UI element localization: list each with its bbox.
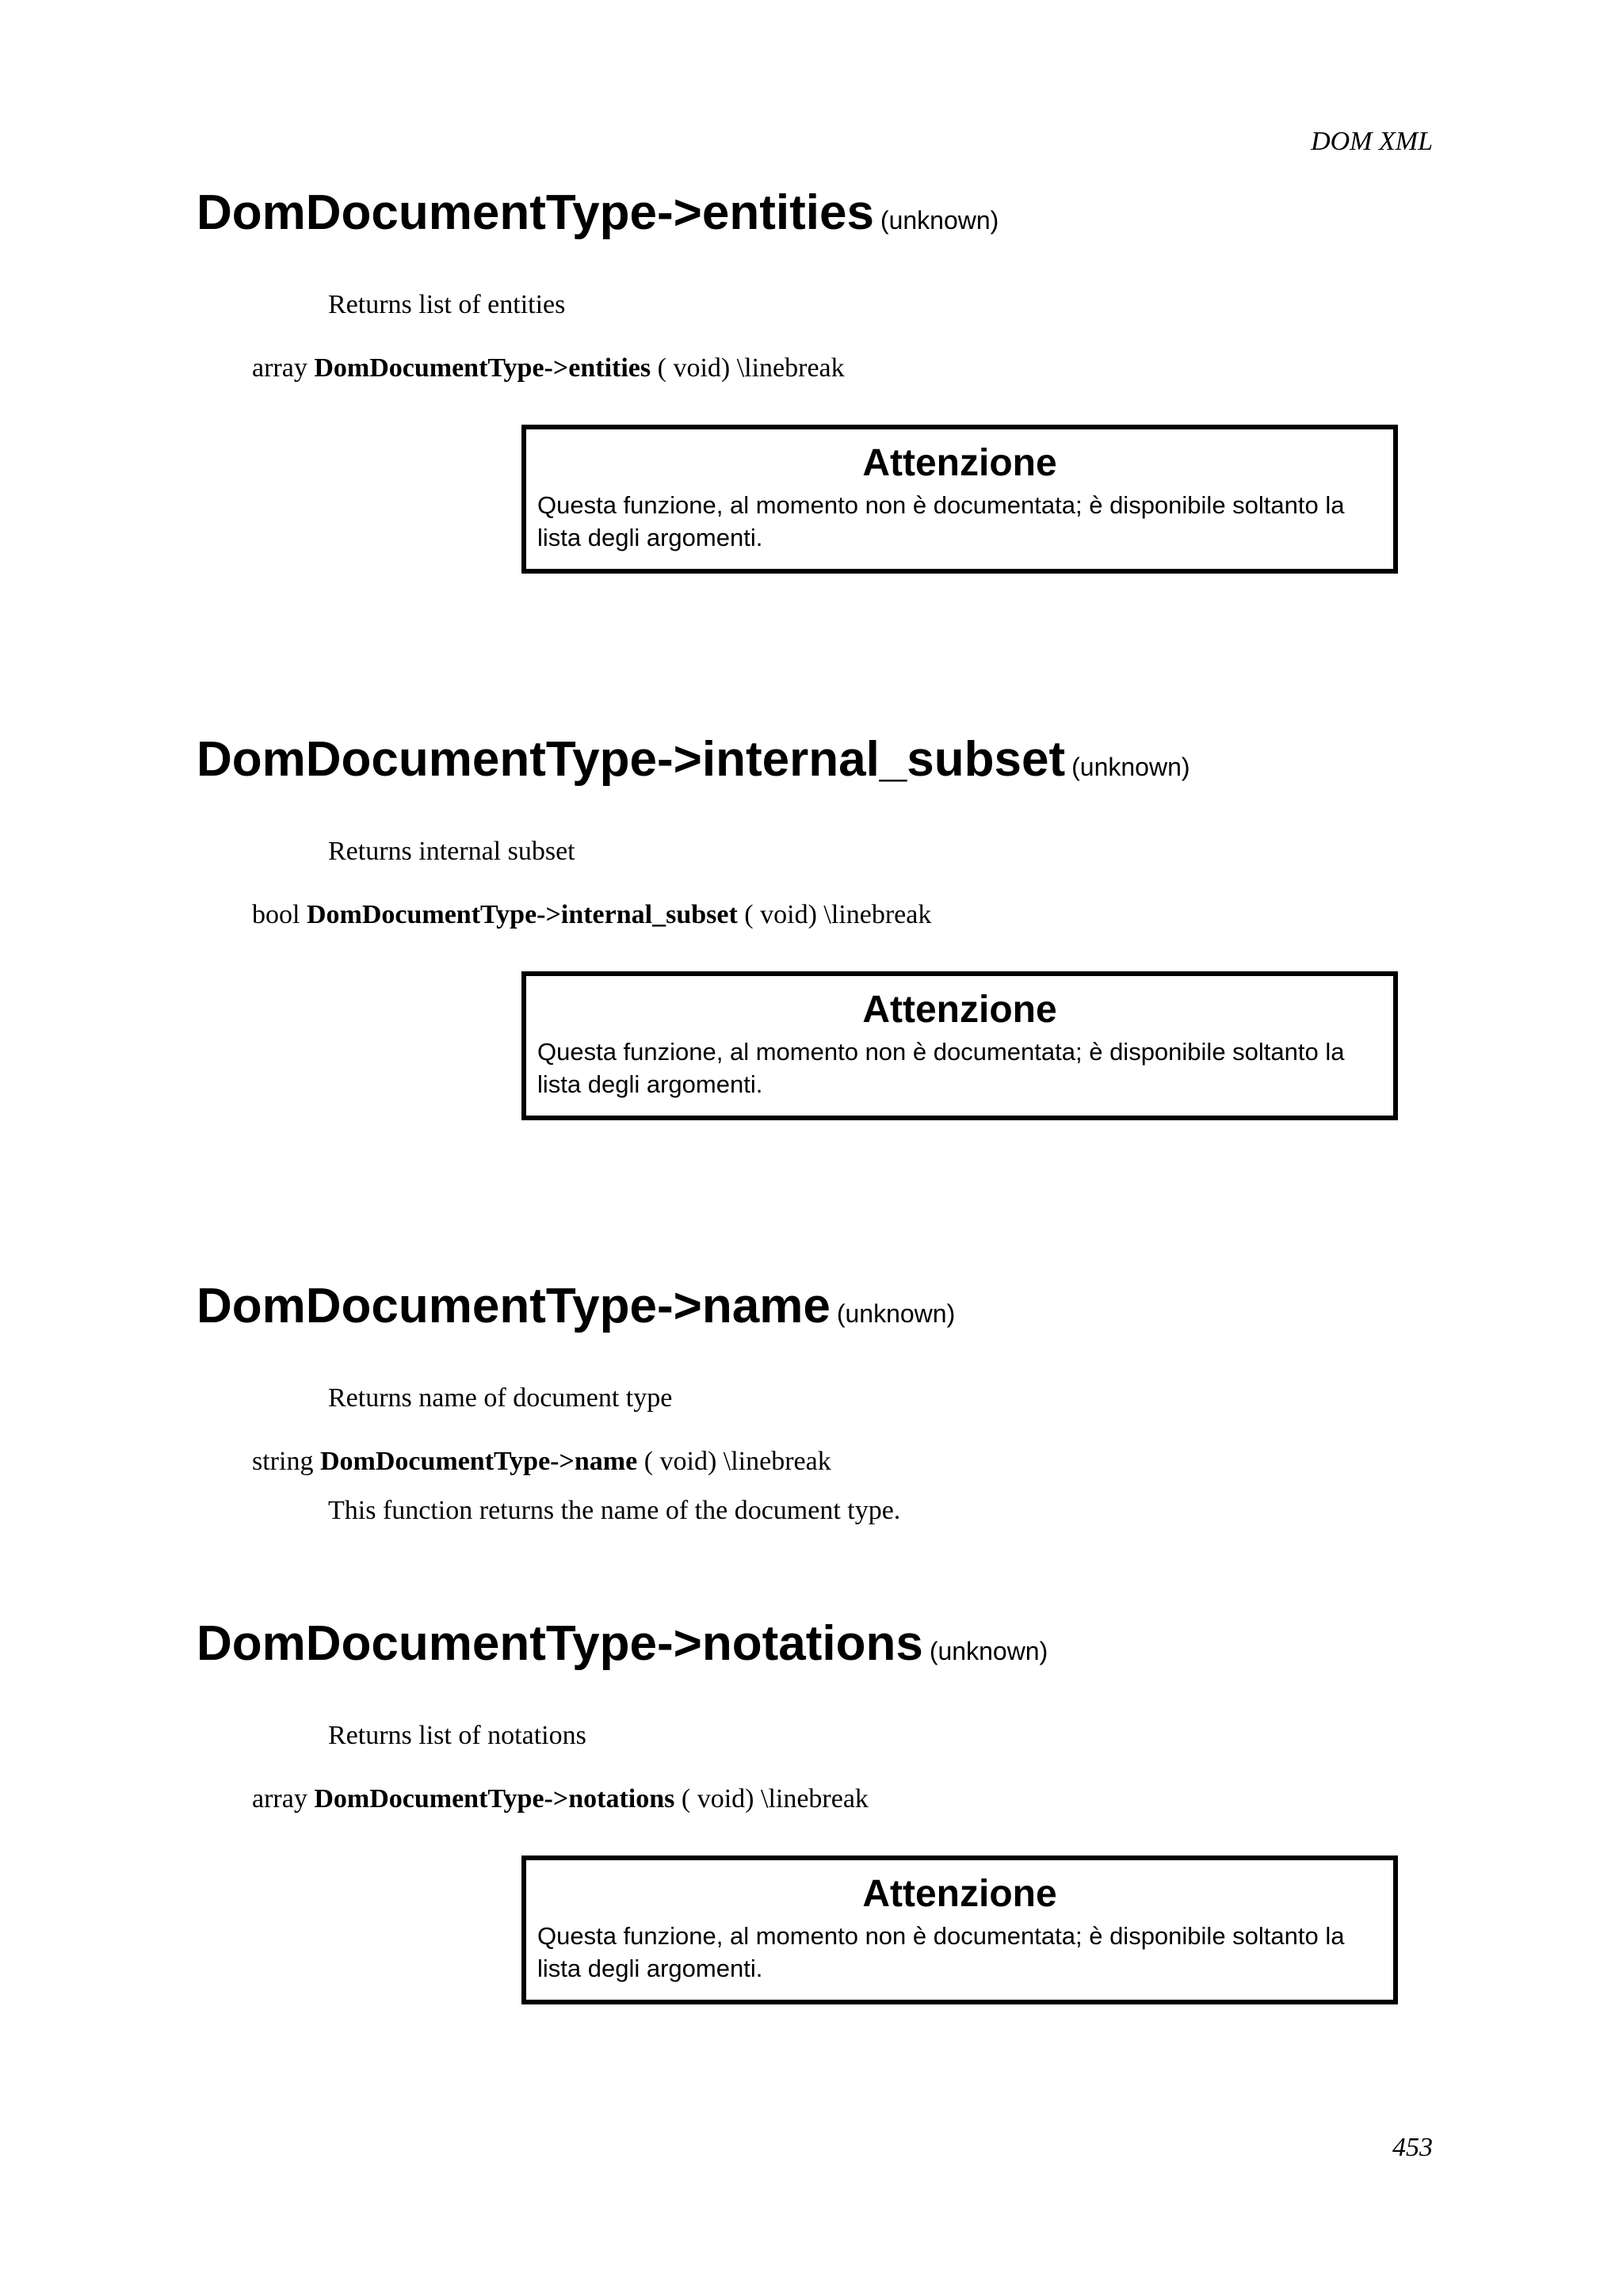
function-synopsis — [252, 900, 931, 930]
status-label: (unknown) — [929, 1637, 1048, 1665]
function-title: DomDocumentType->name — [197, 1279, 831, 1333]
warning-title: Attenzione — [862, 989, 1057, 1031]
function-description: This function returns the name of the document type. — [328, 1496, 901, 1525]
function-synopsis — [252, 353, 845, 383]
section-title — [197, 732, 1433, 787]
function-params: ( void) \linebreak — [744, 900, 932, 929]
function-params: ( void) \linebreak — [681, 1784, 869, 1814]
function-synopsis — [252, 1784, 869, 1814]
function-title: DomDocumentType->internal_subset — [197, 732, 1066, 787]
warning-box — [521, 425, 1398, 574]
warning-text: Questa funzione, al momento non è documentata; è disponibile soltanto la lista degli argomenti. — [537, 491, 1345, 552]
warning-title: Attenzione — [862, 1873, 1057, 1915]
function-name: DomDocumentType->notations — [314, 1784, 675, 1814]
section-notations — [197, 1616, 1433, 2016]
running-header: DOM XML — [1311, 127, 1433, 156]
status-label: (unknown) — [836, 1299, 956, 1328]
function-params: ( void) \linebreak — [657, 353, 845, 383]
function-purpose: Returns list of entities — [328, 290, 566, 319]
warning-box — [521, 971, 1398, 1120]
function-purpose: Returns internal subset — [328, 837, 575, 866]
section-title — [197, 1616, 1433, 1671]
function-synopsis — [252, 1447, 831, 1477]
section-internal-subset — [197, 732, 1433, 1131]
function-name: DomDocumentType->entities — [314, 353, 651, 383]
function-purpose: Returns list of notations — [328, 1721, 586, 1750]
status-label: (unknown) — [1071, 753, 1190, 781]
section-title — [197, 1279, 1433, 1333]
page-number: 453 — [1392, 2133, 1433, 2162]
function-params: ( void) \linebreak — [643, 1447, 831, 1476]
function-title: DomDocumentType->entities — [197, 185, 874, 240]
warning-text: Questa funzione, al momento non è documentata; è disponibile soltanto la lista degli argomenti. — [537, 1922, 1345, 1983]
return-type: bool — [252, 900, 300, 929]
function-name: DomDocumentType->name — [319, 1447, 638, 1476]
status-label: (unknown) — [880, 206, 999, 235]
warning-text: Questa funzione, al momento non è documentata; è disponibile soltanto la lista degli argomenti. — [537, 1038, 1345, 1099]
function-title: DomDocumentType->notations — [197, 1616, 923, 1671]
warning-title: Attenzione — [862, 442, 1057, 484]
section-title — [197, 185, 1433, 240]
warning-box — [521, 1855, 1398, 2004]
section-name — [197, 1279, 1433, 1543]
function-purpose: Returns name of document type — [328, 1383, 673, 1413]
function-name: DomDocumentType->internal_subset — [306, 900, 738, 929]
return-type: array — [252, 353, 307, 383]
section-entities — [197, 185, 1433, 585]
return-type: array — [252, 1784, 307, 1814]
return-type: string — [252, 1447, 314, 1476]
